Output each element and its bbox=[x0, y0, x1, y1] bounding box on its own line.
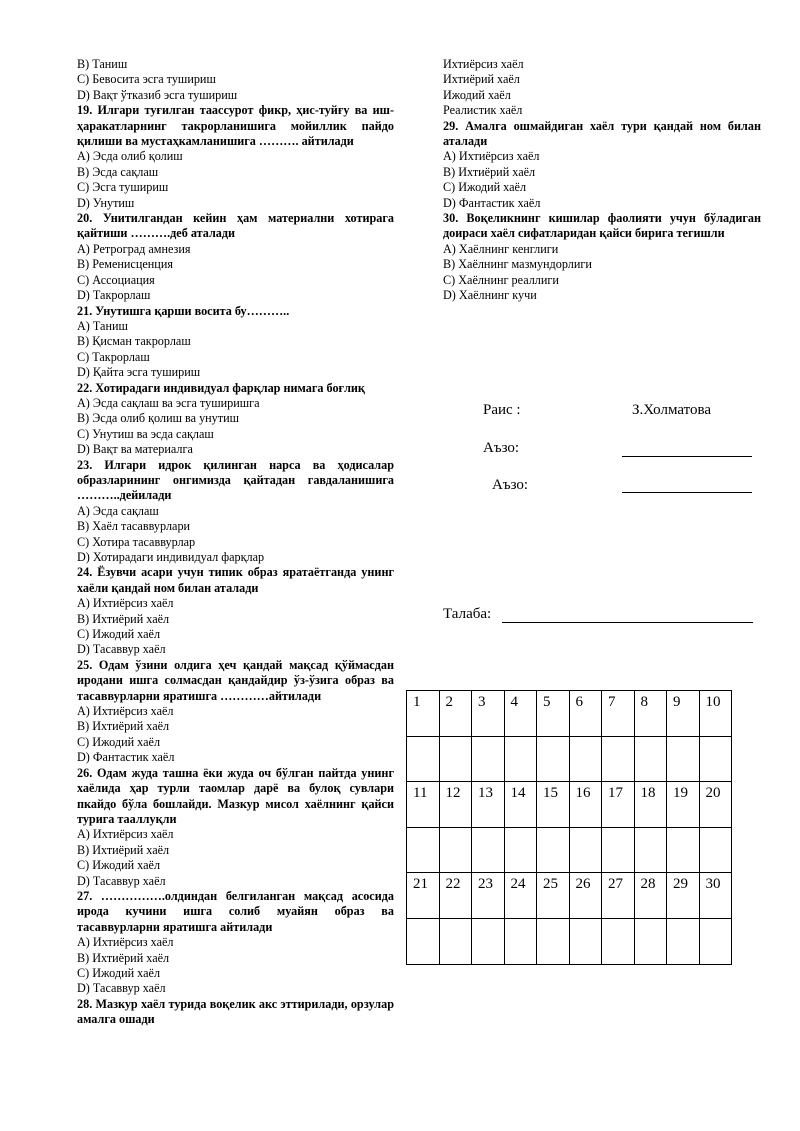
grid-number-cell: 15 bbox=[537, 782, 570, 828]
grid-number-cell: 7 bbox=[602, 691, 635, 737]
option-text: Ихтиёрсиз хаёл bbox=[443, 57, 524, 71]
student-label: Талаба: bbox=[443, 606, 492, 622]
grid-number-cell: 13 bbox=[472, 782, 505, 828]
grid-number-cell: 30 bbox=[699, 873, 732, 919]
question-text: 26. Одам жуда ташна ёки жуда оч бўлган пайтда унинг хаёлида ҳар турли таомлар дарё ва булоқ сувлари пкайдо бўла бошлайди. Мазкур мисол хаёлнинг қайси турига тааллуқли bbox=[77, 765, 394, 826]
question-text: 24. Ёзувчи асари учун типик образ яратаётганда унинг хаёли қандай ном билан аталади bbox=[77, 565, 394, 595]
question-text: 23. Илгари идрок қилинган нарса ва ҳодисалар образларининг онгимизда қайтадан гавдаланишига ………..дейилади bbox=[77, 457, 394, 503]
grid-number-cell: 29 bbox=[667, 873, 700, 919]
grid-answer-cell[interactable] bbox=[407, 918, 440, 964]
grid-answer-cell[interactable] bbox=[634, 736, 667, 782]
grid-answer-cell[interactable] bbox=[569, 918, 602, 964]
answer-option: C) Ижодий хаёл bbox=[77, 965, 161, 980]
grid-number-cell: 16 bbox=[569, 782, 602, 828]
grid-number-cell: 20 bbox=[699, 782, 732, 828]
answer-option: C) Ижодий хаёл bbox=[77, 627, 161, 642]
option-text: Ижодий хаёл bbox=[443, 87, 511, 102]
answer-option: C) Ижодий хаёл bbox=[443, 180, 527, 195]
grid-number-cell: 5 bbox=[537, 691, 570, 737]
grid-number-cell: 23 bbox=[472, 873, 505, 919]
grid-answer-cell[interactable] bbox=[699, 827, 732, 873]
grid-number-cell: 10 bbox=[699, 691, 732, 737]
grid-answer-cell[interactable] bbox=[537, 827, 570, 873]
grid-number-cell: 11 bbox=[407, 782, 440, 828]
answer-option: A) Ихтиёрсиз хаёл bbox=[77, 596, 174, 611]
answer-option: C) Ижодий хаёл bbox=[77, 858, 161, 873]
question-text: 29. Амалга ошмайдиган хаёл тури қандай ном билан аталади bbox=[443, 118, 761, 149]
grid-number-cell: 9 bbox=[667, 691, 700, 737]
grid-number-cell: 1 bbox=[407, 691, 440, 737]
option-text: Реалистик хаёл bbox=[443, 103, 523, 118]
grid-answer-row bbox=[407, 736, 732, 782]
student-signature-line bbox=[502, 622, 753, 623]
answer-option: B) Эсда олиб қолиш ва унутиш bbox=[77, 411, 240, 426]
answer-option: D) Унутиш bbox=[77, 195, 135, 210]
question-text: 30. Воқеликнинг кишилар фаолияти учун бўладиган доираси хаёл сифатларидан қайси бирига тегишли bbox=[443, 211, 761, 241]
answer-option: D) Қайта эсга тушириш bbox=[77, 365, 201, 380]
grid-number-cell: 21 bbox=[407, 873, 440, 919]
answer-option: D) Такрорлаш bbox=[77, 288, 151, 303]
grid-answer-cell[interactable] bbox=[439, 736, 472, 782]
right-question-column bbox=[443, 57, 761, 304]
answer-option: C) Эсга тушириш bbox=[77, 180, 169, 195]
grid-number-cell: 12 bbox=[439, 782, 472, 828]
answer-option: D) Тасаввур хаёл bbox=[77, 981, 166, 996]
grid-answer-row bbox=[407, 827, 732, 873]
answer-option: B) Таниш bbox=[77, 57, 128, 71]
option-text: Ихтиёрий хаёл bbox=[443, 72, 520, 87]
grid-number-cell: 24 bbox=[504, 873, 537, 919]
grid-answer-cell[interactable] bbox=[634, 827, 667, 873]
grid-number-cell: 8 bbox=[634, 691, 667, 737]
grid-answer-cell[interactable] bbox=[439, 827, 472, 873]
answer-option: B) Ихтиёрий хаёл bbox=[443, 164, 536, 179]
answer-option: A) Ихтиёрсиз хаёл bbox=[443, 149, 540, 164]
answer-option: B) Ременисценция bbox=[77, 257, 173, 272]
question-text: 22. Хотирадаги индивидуал фарқлар нимага боғлиқ bbox=[77, 380, 365, 395]
grid-answer-cell[interactable] bbox=[472, 736, 505, 782]
grid-answer-cell[interactable] bbox=[504, 736, 537, 782]
question-text: 25. Одам ўзини олдига ҳеч қандай мақсад қўймасдан иродани ишга солмасдан қандайдир ўз-ўзига образ ва тасаввурларни яратишга …………айтилади bbox=[77, 657, 394, 703]
answer-option: A) Таниш bbox=[77, 318, 128, 333]
grid-answer-cell[interactable] bbox=[667, 918, 700, 964]
grid-answer-cell[interactable] bbox=[407, 827, 440, 873]
answer-option: A) Эсда сақлаш ва эсга туширишга bbox=[77, 395, 260, 410]
grid-number-cell: 4 bbox=[504, 691, 537, 737]
grid-answer-cell[interactable] bbox=[407, 736, 440, 782]
grid-number-cell: 6 bbox=[569, 691, 602, 737]
chair-name: З.Холматова bbox=[632, 402, 711, 418]
grid-number-cell: 19 bbox=[667, 782, 700, 828]
grid-answer-cell[interactable] bbox=[472, 827, 505, 873]
answer-option: A) Ихтиёрсиз хаёл bbox=[77, 704, 174, 719]
member1-signature-line bbox=[622, 456, 752, 457]
grid-answer-cell[interactable] bbox=[699, 918, 732, 964]
answer-option: A) Эсда олиб қолиш bbox=[77, 149, 183, 164]
grid-answer-cell[interactable] bbox=[504, 918, 537, 964]
grid-number-cell: 2 bbox=[439, 691, 472, 737]
grid-answer-cell[interactable] bbox=[667, 827, 700, 873]
answer-option: A) Ихтиёрсиз хаёл bbox=[77, 827, 174, 842]
answer-option: A) Ретроград амнезия bbox=[77, 241, 191, 256]
answer-option: C) Ижодий хаёл bbox=[77, 734, 161, 749]
answer-option: B) Хаёлнинг мазмундорлиги bbox=[443, 257, 592, 272]
grid-number-cell: 3 bbox=[472, 691, 505, 737]
grid-answer-cell[interactable] bbox=[569, 827, 602, 873]
question-text: 20. Унитилгандан кейин ҳам материални хотирага қайтиши ……….деб аталади bbox=[77, 211, 394, 241]
grid-answer-cell[interactable] bbox=[439, 918, 472, 964]
answer-option: D) Хотирадаги индивидуал фарқлар bbox=[77, 550, 265, 564]
question-text: 27. …………….олдиндан белгиланган мақсад асосида ирода кучини ишга солиб муайян образ ва тасаввурларни яратишга айтилади bbox=[77, 888, 394, 934]
answer-option: B) Ихтиёрий хаёл bbox=[77, 611, 170, 626]
grid-answer-cell[interactable] bbox=[667, 736, 700, 782]
answer-option: C) Такрорлаш bbox=[77, 349, 150, 364]
member2-signature-line bbox=[622, 492, 752, 493]
answer-option: B) Ихтиёрий хаёл bbox=[77, 842, 170, 857]
grid-number-cell: 18 bbox=[634, 782, 667, 828]
member1-label: Аъзо: bbox=[483, 440, 520, 456]
grid-answer-cell[interactable] bbox=[602, 736, 635, 782]
answer-option: B) Хаёл тасаввурлари bbox=[77, 519, 191, 534]
grid-number-cell: 28 bbox=[634, 873, 667, 919]
answer-option: C) Хотира тасаввурлар bbox=[77, 534, 196, 549]
grid-answer-cell[interactable] bbox=[699, 736, 732, 782]
question-text: 21. Унутишга қарши восита бу……….. bbox=[77, 303, 290, 318]
answer-option: C) Ассоциация bbox=[77, 272, 155, 287]
answer-option: D) Вақт ва материалга bbox=[77, 442, 193, 457]
answer-option: C) Бевосита эсга тушириш bbox=[77, 72, 216, 87]
grid-answer-cell[interactable] bbox=[634, 918, 667, 964]
answer-option: B) Ихтиёрий хаёл bbox=[77, 950, 170, 965]
grid-number-cell: 26 bbox=[569, 873, 602, 919]
grid-number-cell: 17 bbox=[602, 782, 635, 828]
grid-answer-cell[interactable] bbox=[504, 827, 537, 873]
answer-option: D) Вақт ўтказиб эсга тушириш bbox=[77, 87, 238, 102]
grid-number-row bbox=[407, 782, 732, 828]
answer-option: C) Хаёлнинг реаллиги bbox=[443, 272, 559, 287]
chair-label: Раис : bbox=[483, 402, 521, 418]
answer-option: B) Қисман такрорлаш bbox=[77, 334, 191, 349]
question-text: 19. Илгари туғилган таассурот фикр, ҳис-туйғу ва иш-ҳаракатларнинг такрорланишига мойиллик пайдо қилиши ва мустаҳкамланишига ………. айтилади bbox=[77, 103, 394, 149]
answer-option: B) Ихтиёрий хаёл bbox=[77, 719, 170, 734]
answer-option: C) Унутиш ва эсда сақлаш bbox=[77, 426, 214, 441]
answer-option: A) Хаёлнинг кенглиги bbox=[443, 241, 559, 256]
grid-answer-cell[interactable] bbox=[537, 918, 570, 964]
grid-answer-cell[interactable] bbox=[602, 827, 635, 873]
grid-number-row bbox=[407, 691, 732, 737]
answer-option: A) Ихтиёрсиз хаёл bbox=[77, 935, 174, 950]
answer-option: D) Фантастик хаёл bbox=[443, 195, 541, 210]
answer-option: B) Эсда сақлаш bbox=[77, 164, 159, 179]
answer-option: D) Тасаввур хаёл bbox=[77, 873, 166, 888]
left-question-column bbox=[77, 57, 394, 1028]
grid-answer-cell[interactable] bbox=[537, 736, 570, 782]
member2-label: Аъзо: bbox=[492, 477, 529, 493]
grid-answer-row bbox=[407, 918, 732, 964]
grid-number-cell: 27 bbox=[602, 873, 635, 919]
answer-grid bbox=[406, 690, 732, 965]
grid-number-cell: 14 bbox=[504, 782, 537, 828]
answer-option: D) Фантастик хаёл bbox=[77, 750, 175, 765]
answer-option: A) Эсда сақлаш bbox=[77, 503, 159, 518]
grid-number-cell: 25 bbox=[537, 873, 570, 919]
grid-answer-cell[interactable] bbox=[602, 918, 635, 964]
grid-answer-cell[interactable] bbox=[569, 736, 602, 782]
answer-option: D) Хаёлнинг кучи bbox=[443, 288, 537, 303]
grid-answer-cell[interactable] bbox=[472, 918, 505, 964]
grid-number-row bbox=[407, 873, 732, 919]
question-text: 28. Мазкур хаёл турида воқелик акс эттирилади, орзулар амалга ошади bbox=[77, 996, 394, 1027]
grid-number-cell: 22 bbox=[439, 873, 472, 919]
answer-option: D) Тасаввур хаёл bbox=[77, 642, 166, 657]
